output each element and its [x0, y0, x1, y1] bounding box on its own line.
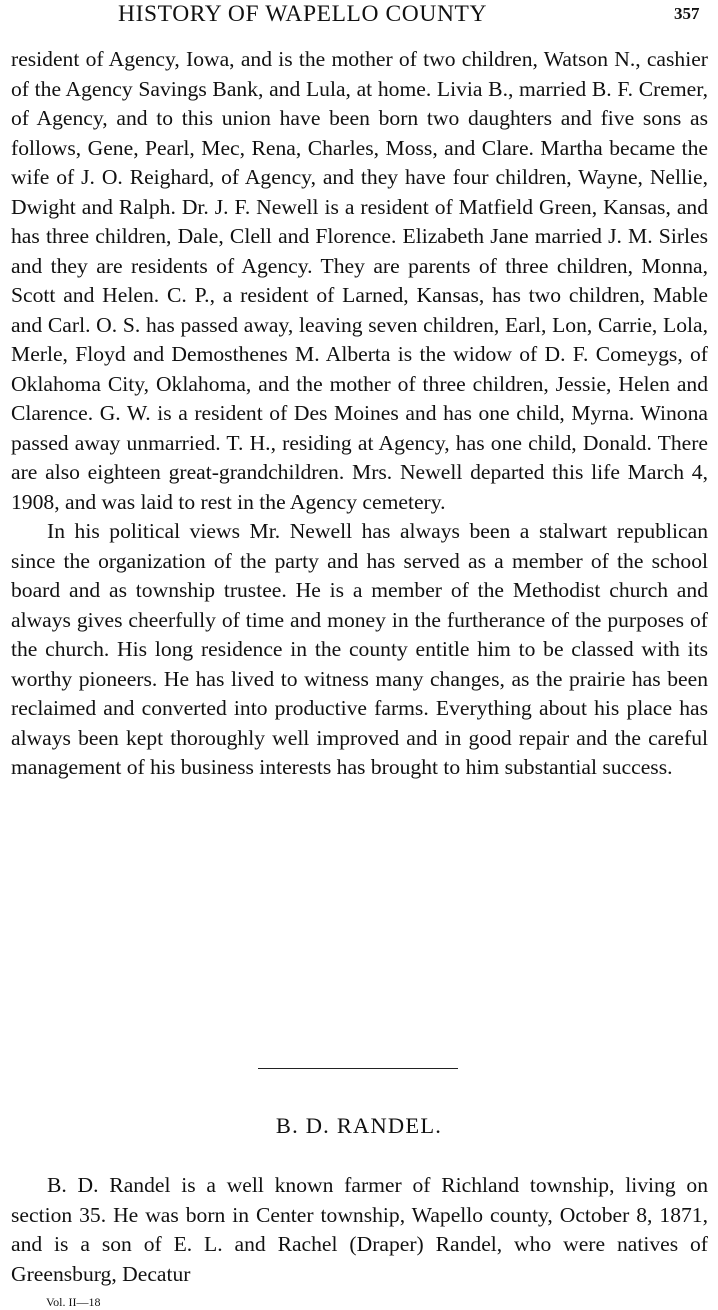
- section-divider: [258, 1068, 458, 1069]
- paragraph-randel-intro: B. D. Randel is a well known farmer of Richland township, living on section 35. He was born in Center township, Wapello county, October 8, 1871, and is a son of E. L. and Rachel (Draper) Randel, who were natives of Greensburg, Decatur: [11, 1173, 708, 1286]
- signature-mark: Vol. II—18: [46, 1295, 101, 1309]
- paragraph-children-list: resident of Agency, Iowa, and is the mother of two children, Watson N., cashier of the Agency Savings Bank, and Lula, at home. Livia B., married B. F. Cremer, of Agency, and to this union have been born two daughters and five sons as follows, Gene, Pearl, Mec, Rena, Charles, Moss, and Clare. Martha became the wife of J. O. Reighard, of Agency, and they have four children, Wayne, Nellie, Dwight and Ralph. Dr. J. F. Newell is a resident of Matfield Green, Kansas, and has three children, Dale, Clell and Florence. Elizabeth Jane married J. M. Sirles and they are residents of Agency. They are parents of three children, Monna, Scott and Helen. C. P., a resident of Larned, Kansas, has two children, Mable and Carl. O. S. has passed away, leaving seven children, Earl, Lon, Carrie, Lola, Merle, Floyd and Demosthenes M. Alberta is the widow of D. F. Comeygs, of Oklahoma City, Oklahoma, and the mother of three children, Jessie, Helen and Clarence. G. W. is a resident of Des Moines and has one child, Myrna. Winona passed away unmarried. T. H., residing at Agency, has one child, Donald. There are also eighteen great-grandchildren. Mrs. Newell departed this life March 4, 1908, and was laid to rest in the Agency cemetery.: [11, 47, 708, 514]
- paragraph-political-views: In his political views Mr. Newell has always been a stalwart republican since the organization of the party and has served as a member of the school board and as township trustee. He is a member of the Methodist church and always gives cheerfully of time and money in the furtherance of the purposes of the church. His long residence in the county entitle him to be classed with its worthy pioneers. He has lived to witness many changes, as the prairie has been reclaimed and converted into productive farms. Everything about his place has always been kept thoroughly well improved and in good repair and the careful management of his business interests has brought to him substantial success.: [11, 519, 708, 779]
- biography-text: [11, 45, 708, 783]
- section-heading: B. D. RANDEL.: [275, 1113, 443, 1138]
- running-title: HISTORY OF WAPELLO COUNTY: [118, 1, 488, 27]
- page-header: [0, 0, 718, 40]
- page-number: 357: [674, 4, 700, 23]
- randel-biography-text: [11, 1171, 708, 1289]
